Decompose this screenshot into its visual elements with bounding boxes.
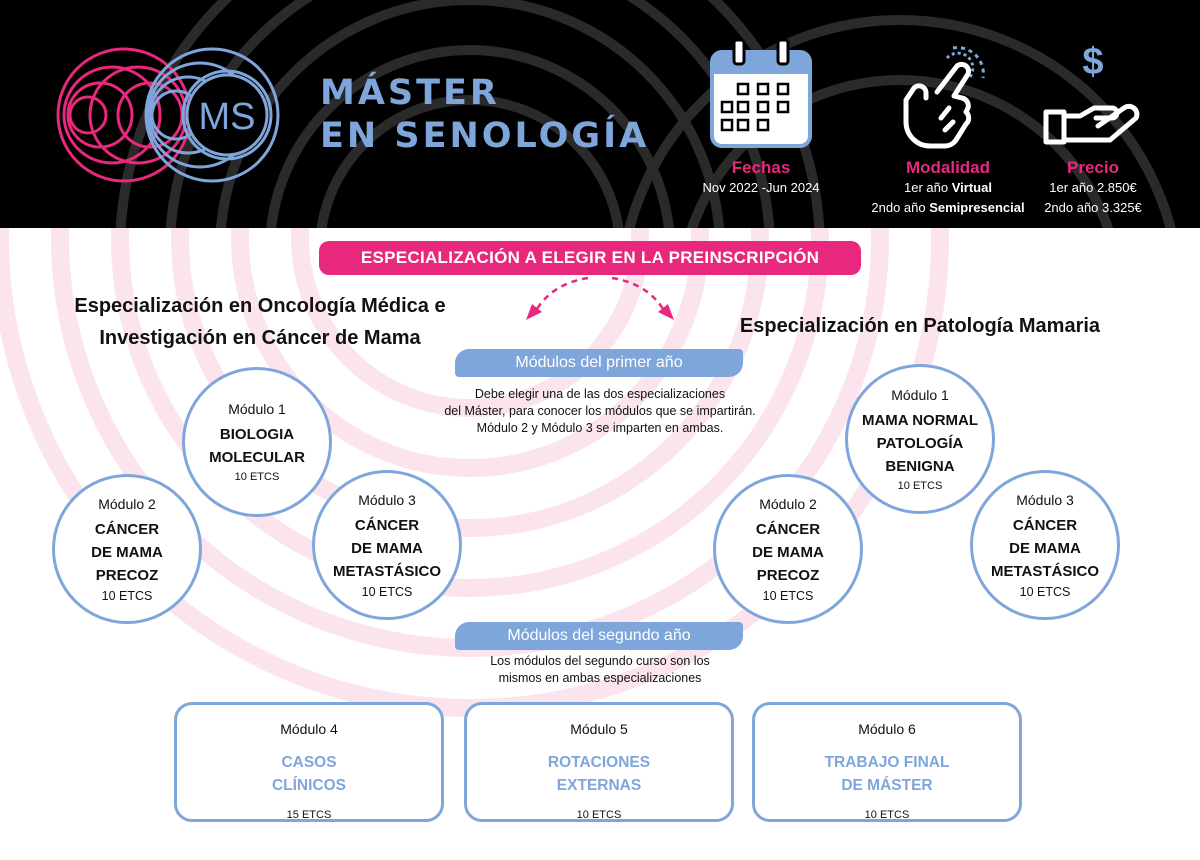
- left-module-1-circle: Módulo 1 BIOLOGIA MOLECULAR 10 ETCS: [182, 367, 332, 517]
- page-title: [320, 72, 649, 158]
- hand-touch-icon: [893, 30, 1003, 152]
- ms-logo: [52, 45, 287, 185]
- info-modality-line-1: 1er año Virtual: [904, 180, 992, 195]
- specialization-pathology-title: Especialización en Patología Mamaria: [739, 315, 1101, 337]
- info-modality-label: Modalidad: [905, 158, 991, 177]
- info-modality-line-2: 2ndo año Semipresencial: [871, 200, 1025, 215]
- first-year-note: Debe elegir una de las dos especializaciones del Máster, para conocer los módulos que se impartirán. Módulo 2 y Módulo 3 se imparten en ambas.: [444, 387, 756, 435]
- module-5-box: Módulo 5 ROTACIONES EXTERNAS 10 ETCS: [464, 702, 734, 822]
- specialization-oncology-title: [30, 290, 490, 354]
- info-price: [1008, 30, 1178, 218]
- right-module-2-circle: Módulo 2 CÁNCER DE MAMA PRECOZ 10 ETCS: [713, 474, 863, 624]
- header-banner: [0, 0, 1200, 228]
- specialization-oncology-line-2: Investigación en Cáncer de Mama: [99, 327, 421, 349]
- title-line-1: MÁSTER: [320, 73, 500, 113]
- module-6-box: Módulo 6 TRABAJO FINAL DE MÁSTER 10 ETCS: [752, 702, 1022, 822]
- info-price-line-2: 2ndo año 3.325€: [1044, 200, 1142, 215]
- first-year-band: Módulos del primer año: [455, 349, 743, 377]
- svg-text:$: $: [1082, 41, 1104, 83]
- left-module-2-circle: Módulo 2 CÁNCER DE MAMA PRECOZ 10 ETCS: [52, 474, 202, 624]
- calendar-icon: [706, 30, 816, 152]
- title-line-2: EN SENOLOGÍA: [320, 116, 650, 156]
- specialization-choice-banner: ESPECIALIZACIÓN A ELEGIR EN LA PREINSCRIPCIÓN: [319, 241, 861, 275]
- right-module-3-circle: Módulo 3 CÁNCER DE MAMA METASTÁSICO 10 ETCS: [970, 470, 1120, 620]
- logo-text: MS: [198, 96, 256, 138]
- module-4-box: Módulo 4 CASOS CLÍNICOS 15 ETCS: [174, 702, 444, 822]
- hand-dollar-icon: [1038, 30, 1148, 152]
- info-dates-label: Fechas: [731, 158, 791, 177]
- left-module-3-circle: Módulo 3 CÁNCER DE MAMA METASTÁSICO 10 ETCS: [312, 470, 462, 620]
- info-price-label: Precio: [1067, 158, 1119, 177]
- info-dates: [676, 30, 846, 198]
- choice-arrows-icon: [520, 274, 680, 326]
- right-module-1-circle: Módulo 1 MAMA NORMAL PATOLOGÍA BENIGNA 10 ETCS: [845, 364, 995, 514]
- second-year-note: Los módulos del segundo curso son los mismos en ambas especializaciones: [490, 654, 710, 685]
- info-price-line-1: 1er año 2.850€: [1049, 180, 1137, 195]
- info-dates-value: Nov 2022 -Jun 2024: [702, 180, 820, 195]
- specialization-oncology-line-1: Especialización en Oncología Médica e: [74, 295, 446, 317]
- second-year-band: Módulos del segundo año: [455, 622, 743, 650]
